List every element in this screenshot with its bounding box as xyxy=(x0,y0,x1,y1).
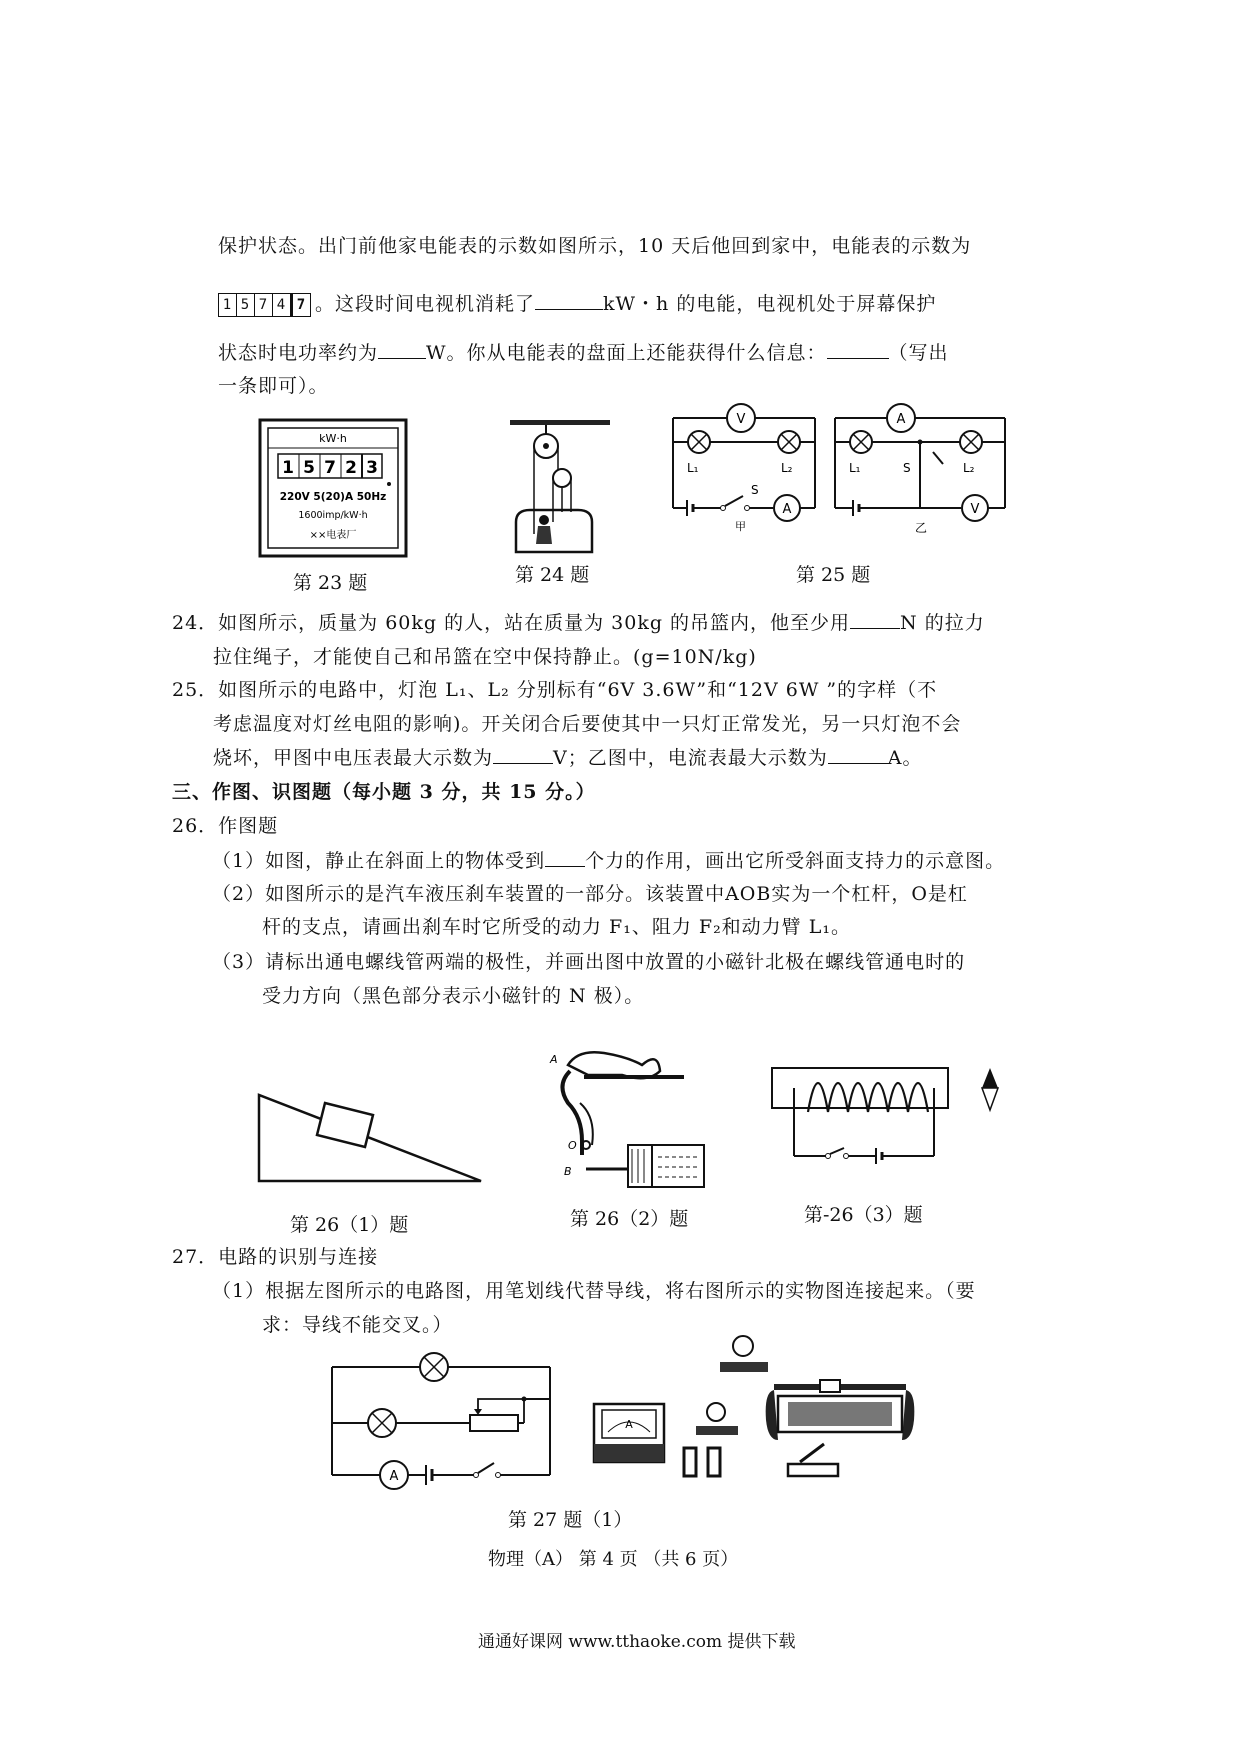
q23-text: 。这段时间电视机消耗了 xyxy=(315,293,536,315)
physical-components-27 xyxy=(588,1332,928,1492)
reading-digit: 1 xyxy=(219,294,237,316)
meter-digit: 7 xyxy=(324,458,336,478)
ammeter-label: A xyxy=(896,412,906,427)
meter-digit: 2 xyxy=(345,458,357,478)
ammeter-label: A xyxy=(389,1469,399,1484)
lamp-l2-label: L₂ xyxy=(963,461,975,475)
circuit-yi xyxy=(835,404,1005,535)
answer-blank[interactable] xyxy=(827,340,889,359)
q26-part3a: （3）请标出通电螺线管两端的极性，并画出图中放置的小磁针北极在螺线管通电时的 xyxy=(212,951,966,973)
circuit-jia-label: 甲 xyxy=(735,520,746,533)
caption-q25: 第 25 题 xyxy=(796,564,871,586)
q23-line4: 一条即可）。 xyxy=(218,375,329,397)
answer-blank[interactable] xyxy=(850,610,900,629)
point-a-label: A xyxy=(550,1053,558,1066)
reading-digit: 7 xyxy=(291,294,310,316)
q27-part1b: 求：导线不能交叉。） xyxy=(262,1314,453,1336)
switch-label: S xyxy=(903,461,911,475)
q26-part3b: 受力方向（黑色部分表示小磁针的 N 极）。 xyxy=(262,985,645,1007)
rheostat-icon xyxy=(766,1380,915,1440)
answer-blank[interactable] xyxy=(493,745,553,764)
switch-label: S xyxy=(751,483,759,497)
battery-icon xyxy=(684,1448,720,1476)
meter-reading-after xyxy=(218,293,311,317)
reading-digit: 5 xyxy=(237,294,255,316)
meter-spec: 220V 5(20)A 50Hz xyxy=(279,491,387,503)
reading-digit: 7 xyxy=(255,294,273,316)
lamp-l1-label: L₁ xyxy=(849,461,861,475)
answer-blank[interactable] xyxy=(545,848,585,867)
q25-line3 xyxy=(213,745,922,770)
reading-digit: 4 xyxy=(273,294,291,316)
caption-q24: 第 24 题 xyxy=(515,564,590,586)
q26-text: 个力的作用，画出它所受斜面支持力的示意图。 xyxy=(585,850,1006,872)
q26-part2b: 杆的支点，请画出刹车时它所受的动力 F₁、阻力 F₂和动力臂 L₁。 xyxy=(262,916,851,938)
q27-title: 27．电路的识别与连接 xyxy=(172,1246,379,1268)
bulb-icon xyxy=(720,1336,768,1372)
section-3-heading: 三、作图、识图题（每小题 3 分，共 15 分。） xyxy=(172,781,596,803)
q25-line1: 25．如图所示的电路中，灯泡 L₁、L₂ 分别标有“6V 3.6W”和“12V 6W ”的字样（不 xyxy=(172,679,938,701)
meter-imp: 1600imp/kW·h xyxy=(298,510,368,521)
caption-q26-3: 第-26（3）题 xyxy=(804,1204,923,1226)
q26-title: 26．作图题 xyxy=(172,815,279,837)
q26-text: （1）如图，静止在斜面上的物体受到 xyxy=(212,850,546,872)
caption-q26-2: 第 26（2）题 xyxy=(570,1208,689,1230)
lamp-l2-label: L₂ xyxy=(781,461,793,475)
q24-text: N 的拉力 xyxy=(900,612,985,634)
pulley-basket-figure xyxy=(508,412,618,557)
q23-text: （写出 xyxy=(888,342,949,364)
meter-digit: 3 xyxy=(366,458,378,478)
meter-unit: kW·h xyxy=(319,432,347,445)
ammeter-label: A xyxy=(625,1418,633,1431)
q23-text: kW・h 的电能，电视机处于屏幕保护 xyxy=(603,293,937,315)
meter-digits xyxy=(278,454,382,478)
q23-line1: 保护状态。出门前他家电能表的示数如图所示，10 天后他回到家中，电能表的示数为 xyxy=(218,235,972,257)
circuit-diagram-27 xyxy=(328,1355,568,1485)
source-watermark: 通通好课网 www.tthaoke.com 提供下载 xyxy=(478,1632,796,1652)
q24-line2: 拉住绳子，才能使自己和吊篮在空中保持静止。(g=10N/kg) xyxy=(213,646,757,668)
caption-q26-1: 第 26（1）题 xyxy=(290,1214,409,1236)
q25-line2: 考虑温度对灯丝电阻的影响)。开关闭合后要使其中一只灯正常发光，另一只灯泡不会 xyxy=(213,713,962,735)
compass-needle-icon xyxy=(982,1068,998,1110)
incline-figure xyxy=(255,1085,485,1185)
q23-text: W。你从电能表的盘面上还能获得什么信息： xyxy=(426,342,827,364)
ammeter-label: A xyxy=(782,502,792,517)
point-o-label: O xyxy=(568,1139,577,1152)
voltmeter-label: V xyxy=(970,502,980,517)
q25-text: A。 xyxy=(887,747,923,769)
point-b-label: B xyxy=(564,1165,572,1178)
q26-part2a: （2）如图所示的是汽车液压刹车装置的一部分。该装置中AOB实为一个杠杆，O是杠 xyxy=(212,883,968,905)
circuit-yi-label: 乙 xyxy=(915,521,928,535)
page-footer: 物理（A） 第 4 页 （共 6 页） xyxy=(488,1549,739,1570)
q23-text: 状态时电功率约为 xyxy=(218,342,379,364)
bulb-icon xyxy=(696,1403,738,1435)
lamp-l1-label: L₁ xyxy=(687,461,699,475)
q26-part1 xyxy=(212,848,1005,873)
caption-q27-1: 第 27 题（1） xyxy=(508,1509,633,1531)
meter-digit: 1 xyxy=(282,458,294,478)
meter-maker: ××电表厂 xyxy=(309,530,357,541)
q23-line3 xyxy=(218,340,949,365)
answer-blank[interactable] xyxy=(535,291,603,310)
energy-meter-figure xyxy=(258,418,408,558)
q23-line2 xyxy=(218,291,936,317)
q24-line1 xyxy=(172,610,985,635)
ammeter-icon xyxy=(594,1404,664,1462)
caption-q23: 第 23 题 xyxy=(293,572,368,594)
q25-text: V；乙图中，电流表最大示数为 xyxy=(553,747,828,769)
circuit-jia xyxy=(673,404,815,533)
switch-icon xyxy=(788,1444,838,1476)
circuit-figure-25 xyxy=(665,400,1025,540)
answer-blank[interactable] xyxy=(378,340,426,359)
q24-text: 24．如图所示，质量为 60kg 的人，站在质量为 30kg 的吊篮内，他至少用 xyxy=(172,612,851,634)
q27-part1a: （1）根据左图所示的电路图，用笔划线代替导线，将右图所示的实物图连接起来。（要 xyxy=(212,1280,976,1302)
voltmeter-label: V xyxy=(736,412,746,427)
q25-text: 烧坏，甲图中电压表最大示数为 xyxy=(213,747,494,769)
solenoid-figure xyxy=(768,1048,1028,1168)
brake-lever-figure xyxy=(548,1045,708,1195)
answer-blank[interactable] xyxy=(828,745,888,764)
meter-digit: 5 xyxy=(303,458,315,478)
